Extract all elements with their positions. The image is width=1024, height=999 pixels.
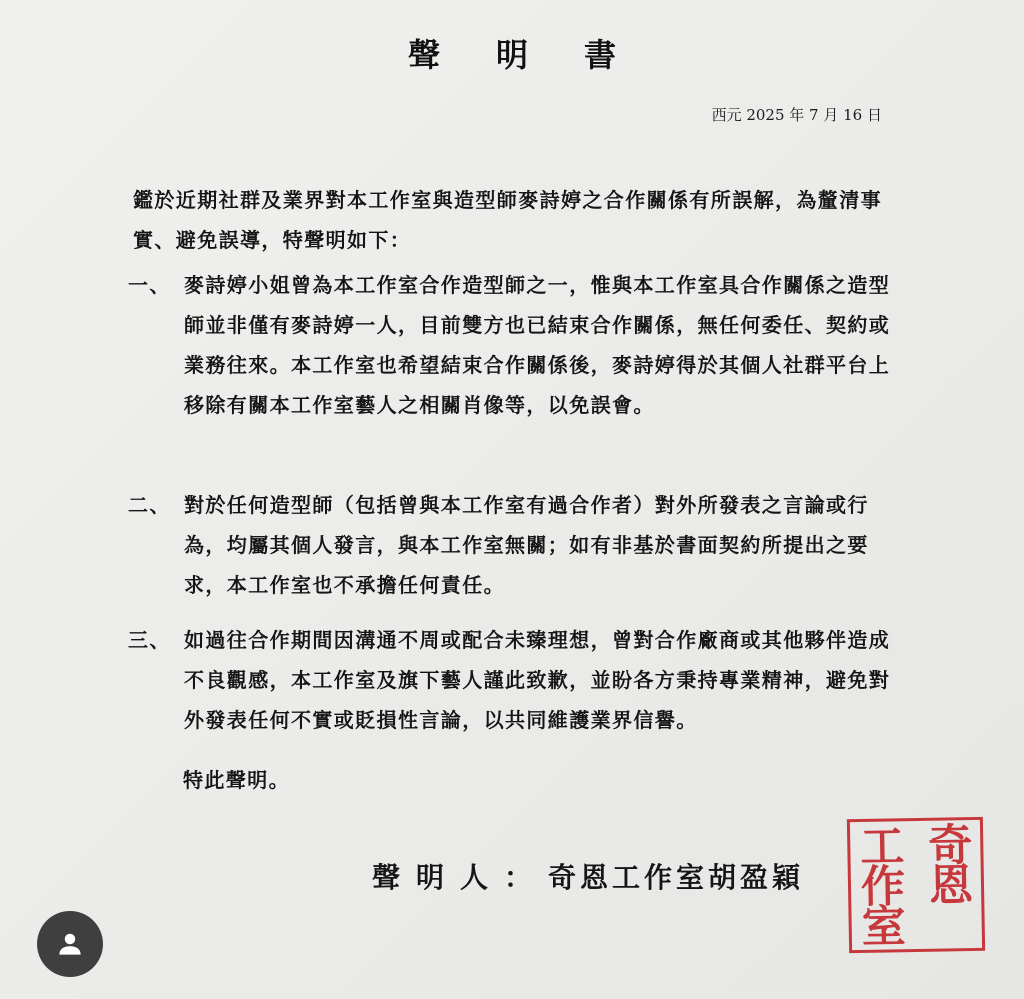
item-number: 三、	[128, 628, 171, 652]
seal-char: 工	[859, 821, 905, 873]
signature-label: 聲明人：	[372, 861, 549, 894]
company-seal	[847, 817, 985, 953]
user-icon	[55, 929, 85, 959]
document-title: 聲明書	[407, 36, 672, 74]
closing-text: 特此聲明。	[183, 768, 290, 792]
item-text: 如過往合作期間因溝通不周或配合未臻理想，曾對合作廠商或其他夥伴造成不良觀感，本工作室及旗下藝人謹此致歉，並盼各方秉持專業精神，避免對外發表任何不實或貶損性言論，以共同維護業界信譽。	[184, 628, 891, 732]
signature-line	[372, 856, 804, 896]
item-text: 對於任何造型師（包括曾與本工作室有過合作者）對外所發表之言論或行為，均屬其個人發言，與本工作室無關；如有非基於書面契約所提出之要求，本工作室也不承擔任何責任。	[184, 493, 869, 597]
profile-avatar-button[interactable]	[37, 911, 103, 977]
seal-char: 奇	[927, 820, 973, 872]
signature-name: 奇恩工作室胡盈穎	[548, 861, 805, 894]
document-date: 西元 2025 年 7 月 16 日	[711, 106, 882, 124]
intro-paragraph: 鑑於近期社群及業界對本工作室與造型師麥詩婷之合作關係有所誤解，為釐清事實、避免誤導，特聲明如下：	[133, 188, 882, 252]
item-text: 麥詩婷小姐曾為本工作室合作造型師之一，惟與本工作室具合作關係之造型師並非僅有麥詩婷一人，目前雙方也已結束合作關係，無任何委任、契約或業務往來。本工作室也希望結束合作關係後，麥詩婷得於其個人社群平台上移除有關本工作室藝人之相關肖像等，以免誤會。	[184, 273, 891, 417]
seal-char: 室	[861, 901, 907, 953]
seal-char: 恩	[928, 860, 974, 912]
item-number: 二、	[128, 493, 171, 517]
seal-char: 作	[860, 861, 906, 913]
item-number: 一、	[128, 273, 171, 297]
